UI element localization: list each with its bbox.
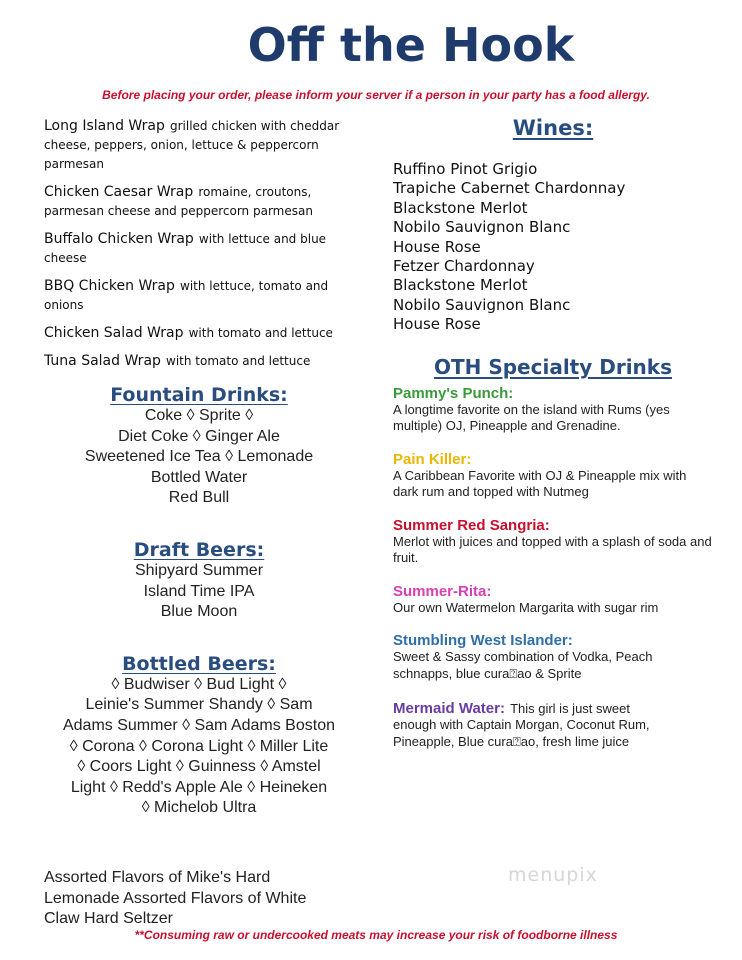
wrap-desc: with tomato and lettuce	[166, 354, 311, 368]
bottled-line: ◊ Corona ◊ Corona Light ◊ Miller Lite	[69, 737, 329, 755]
wine-list	[393, 160, 713, 335]
specialty-drink	[393, 517, 713, 567]
drink-mermaid-water	[393, 698, 713, 750]
wine-item: Fetzer Chardonnay	[393, 257, 535, 276]
bottled-line: Light ◊ Redd's Apple Ale ◊ Heineken	[70, 778, 328, 796]
left-column	[44, 116, 354, 819]
drink-desc: A Caribbean Favorite with OJ & Pineapple mix with dark rum and topped with Nutmeg	[393, 467, 687, 500]
drink-desc: Sweet & Sassy combination of Vodka, Peach schnapps, blue cura⍰ao & Sprite	[393, 649, 653, 681]
bottled-title: Bottled Beers:	[122, 652, 276, 675]
drink-name: Pain Killer:	[393, 450, 472, 468]
bottled-line: Leinie's Summer Shandy ◊ Sam	[85, 696, 313, 714]
assorted-line: Lemonade Assorted Flavors of White	[44, 889, 307, 907]
specialty-drink	[393, 583, 713, 617]
drink-name: Pammy's Punch:	[393, 384, 514, 402]
fountain-line: Red Bull	[168, 489, 230, 507]
draft-line: Island Time IPA	[143, 582, 255, 600]
right-column	[393, 116, 713, 750]
specialty-drink	[393, 451, 713, 501]
specialty-drink	[393, 385, 713, 435]
wrap-desc: with lettuce, tomato and onions	[44, 279, 329, 312]
wrap-item	[44, 323, 354, 342]
wine-item: House Rose	[393, 315, 481, 334]
specialty-drink	[393, 632, 713, 682]
assorted-line: Assorted Flavors of Mike's Hard	[44, 869, 271, 886]
wine-item: Blackstone Merlot	[393, 276, 528, 295]
wrap-desc: romaine, croutons, parmesan cheese and peppercorn parmesan	[44, 185, 313, 218]
wrap-desc: grilled chicken with cheddar cheese, peppers, onion, lettuce & peppercorn parmesan	[44, 119, 340, 171]
draft-list	[44, 561, 354, 623]
draft-line: Blue Moon	[160, 603, 238, 621]
wine-item: House Rose	[393, 237, 481, 256]
menupix-watermark: menupix	[508, 864, 598, 886]
draft-section	[44, 539, 354, 623]
assorted-flavors-note	[44, 868, 364, 930]
drink-desc: enough with Captain Morgan, Coconut Rum, Pineapple, Blue cura⍰ao, fresh lime juice	[393, 717, 650, 749]
drink-name: Summer-Rita:	[393, 582, 492, 600]
wrap-name: Chicken Caesar Wrap	[44, 184, 194, 200]
draft-line: Shipyard Summer	[134, 561, 264, 579]
assorted-line: Claw Hard Seltzer	[44, 910, 173, 927]
fountain-line: Coke ◊ Sprite ◊	[144, 407, 254, 424]
fountain-list	[44, 406, 354, 509]
wrap-name: Tuna Salad Wrap	[44, 353, 161, 369]
bottled-section	[44, 653, 354, 819]
wrap-desc: with lettuce and blue cheese	[44, 232, 327, 265]
wrap-desc: with tomato and lettuce	[188, 326, 333, 340]
drink-desc: Merlot with juices and topped with a splash of soda and fruit.	[393, 533, 712, 566]
fountain-section	[44, 384, 354, 509]
drink-desc: Our own Watermelon Margarita with sugar rim	[393, 599, 659, 615]
specialty-list	[393, 385, 713, 683]
wrap-item	[44, 116, 354, 173]
bottled-line: ◊ Budwiser ◊ Bud Light ◊	[111, 675, 287, 693]
drink-name: Stumbling West Islander:	[393, 632, 573, 650]
fountain-line: Sweetened Ice Tea ◊ Lemonade	[84, 448, 314, 466]
bottled-line: ◊ Michelob Ultra	[141, 799, 257, 817]
drink-name: Mermaid Water:	[393, 700, 505, 718]
drink-desc: A longtime favorite on the island with Rums (yes multiple) OJ, Pineapple and Grenadine.	[393, 401, 670, 434]
wrap-item	[44, 229, 354, 267]
wine-item: Trapiche Cabernet Chardonnay	[393, 179, 626, 198]
wrap-name: Chicken Salad Wrap	[44, 325, 184, 341]
fountain-line: Diet Coke ◊ Ginger Ale	[118, 427, 280, 445]
specialty-title: OTH Specialty Drinks	[433, 354, 673, 379]
wrap-item	[44, 351, 354, 370]
drink-desc-inline: This girl is just sweet	[510, 701, 630, 717]
wine-item: Ruffino Pinot Grigio	[393, 160, 538, 178]
fountain-line: Bottled Water	[150, 468, 248, 486]
allergy-notice: Before placing your order, please inform your server if a person in your party has a food allergy.	[102, 88, 650, 102]
wines-title: Wines:	[512, 116, 594, 140]
wine-item: Blackstone Merlot	[393, 198, 528, 217]
wrap-item	[44, 182, 354, 220]
bottled-line: Adams Summer ◊ Sam Adams Boston	[62, 716, 335, 734]
foodborne-warning: **Consuming raw or undercooked meats may increase your risk of foodborne illness	[134, 928, 618, 942]
bottled-list	[44, 675, 354, 819]
wrap-name: BBQ Chicken Wrap	[44, 278, 175, 294]
draft-title: Draft Beers:	[133, 538, 265, 561]
wine-item: Nobilo Sauvignon Blanc	[393, 295, 571, 314]
wrap-name: Long Island Wrap	[44, 118, 165, 134]
wraps-list	[44, 116, 354, 370]
wine-item: Nobilo Sauvignon Blanc	[393, 218, 571, 237]
wrap-name: Buffalo Chicken Wrap	[44, 231, 194, 247]
fountain-title: Fountain Drinks:	[110, 384, 288, 406]
drink-name: Summer Red Sangria:	[393, 516, 550, 534]
bottled-line: ◊ Coors Light ◊ Guinness ◊ Amstel	[77, 758, 321, 776]
wrap-item	[44, 276, 354, 314]
restaurant-title: Off the Hook	[247, 18, 575, 72]
